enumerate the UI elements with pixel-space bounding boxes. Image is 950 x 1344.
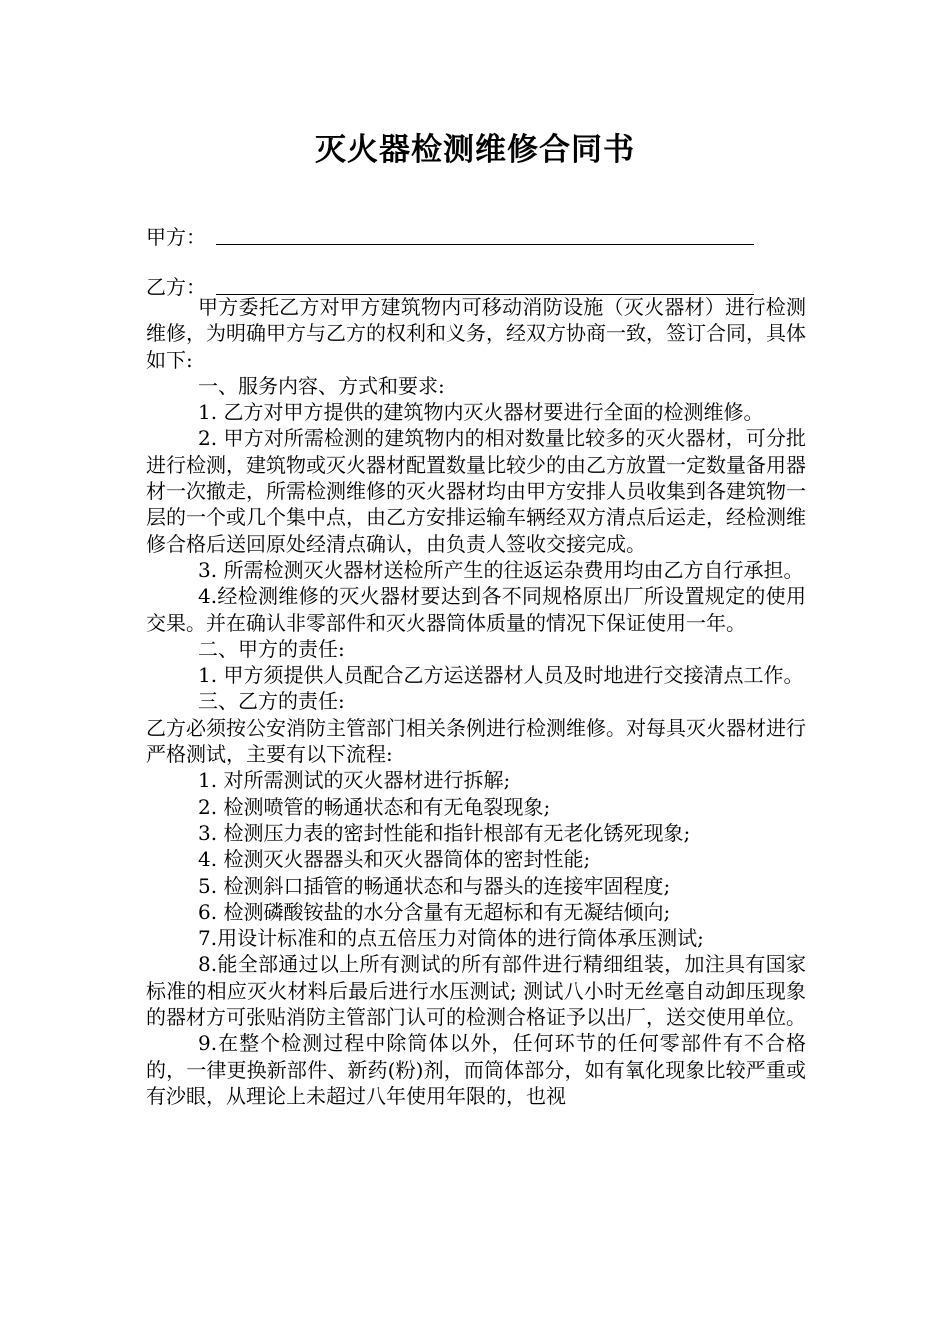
process-step-6: 6. 检测磷酸铵盐的水分含量有无超标和有无凝结倾向; — [198, 899, 671, 924]
service-clause-1: 1. 乙方对甲方提供的建筑物内灭火器材要进行全面的检测维修。 — [198, 400, 764, 425]
section-heading-party-b: 三、乙方的责任: — [198, 689, 345, 714]
process-step-8: 8.能全部通过以上所有测试的所有部件进行精细组装，加注具有国家标准的相应灭火材料后最后进行水压测试; 测试八小时无丝毫自动卸压现象的器材方可张贴消防主管部门认可的检测合格证予以出厂，送交使用单位。 — [146, 952, 806, 1030]
process-step-1: 1. 对所需测试的灭火器材进行拆解; — [198, 768, 511, 793]
service-clause-3: 3. 所需检测灭火器材送检所产生的往返运杂费用均由乙方自行承担。 — [198, 557, 804, 582]
party-a-blank-line — [216, 244, 754, 245]
contract-body — [146, 294, 806, 1109]
party-a-clause-1: 1. 甲方须提供人员配合乙方运送器材人员及时地进行交接清点工作。 — [198, 663, 804, 688]
process-step-9: 9.在整个检测过程中除筒体以外，任何环节的任何零部件有不合格的，一律更换新部件、新药(粉)剂，而筒体部分，如有氧化现象比较严重或有沙眼，从理论上未超过八年使用年限的，也视 — [146, 1031, 806, 1108]
party-b-intro: 乙方必须按公安消防主管部门相关条例进行检测维修。对每具灭火器材进行严格测试，主要有以下流程: — [146, 715, 806, 767]
process-step-3: 3. 检测压力表的密封性能和指针根部有无老化锈死现象; — [198, 820, 691, 845]
process-step-7: 7.用设计标准和的点五倍压力对筒体的进行筒体承压测试; — [198, 926, 704, 951]
section-heading-party-a: 二、甲方的责任: — [198, 636, 345, 661]
service-clause-4: 4.经检测维修的灭火器材要达到各不同规格原出厂所设置规定的使用交果。并在确认非零部件和灭火器筒体质量的情况下保证使用一年。 — [146, 584, 806, 635]
service-clause-2: 2. 甲方对所需检测的建筑物内的相对数量比较多的灭火器材，可分批进行检测，建筑物或灭火器材配置数量比较少的由乙方放置一定数量备用器材一次撤走，所需检测维修的灭火器材均由甲方安排人员收集到各建筑物一层的一个或几个集中点，由乙方安排运输车辆经双方清点后运走，经检测维修合格后送回原处经清点确认，由负责人签收交接完成。 — [146, 426, 806, 556]
process-step-4: 4. 检测灭火器器头和灭火器筒体的密封性能; — [198, 847, 591, 872]
process-step-2: 2. 检测喷管的畅通状态和有无龟裂现象; — [198, 794, 551, 819]
party-a-label: 甲方： — [146, 225, 206, 249]
document-title: 灭火器检测维修合同书 — [315, 132, 635, 168]
party-b-label: 乙方： — [146, 275, 206, 299]
process-step-5: 5. 检测斜口插管的畅通状态和与器头的连接牢固程度; — [198, 873, 671, 898]
section-heading-services: 一、服务内容、方式和要求: — [198, 373, 445, 398]
intro-paragraph: 甲方委托乙方对甲方建筑物内可移动消防设施（灭火器材）进行检测维修，为明确甲方与乙方的权利和义务，经双方协商一致，签订合同，具体如下: — [146, 295, 806, 372]
